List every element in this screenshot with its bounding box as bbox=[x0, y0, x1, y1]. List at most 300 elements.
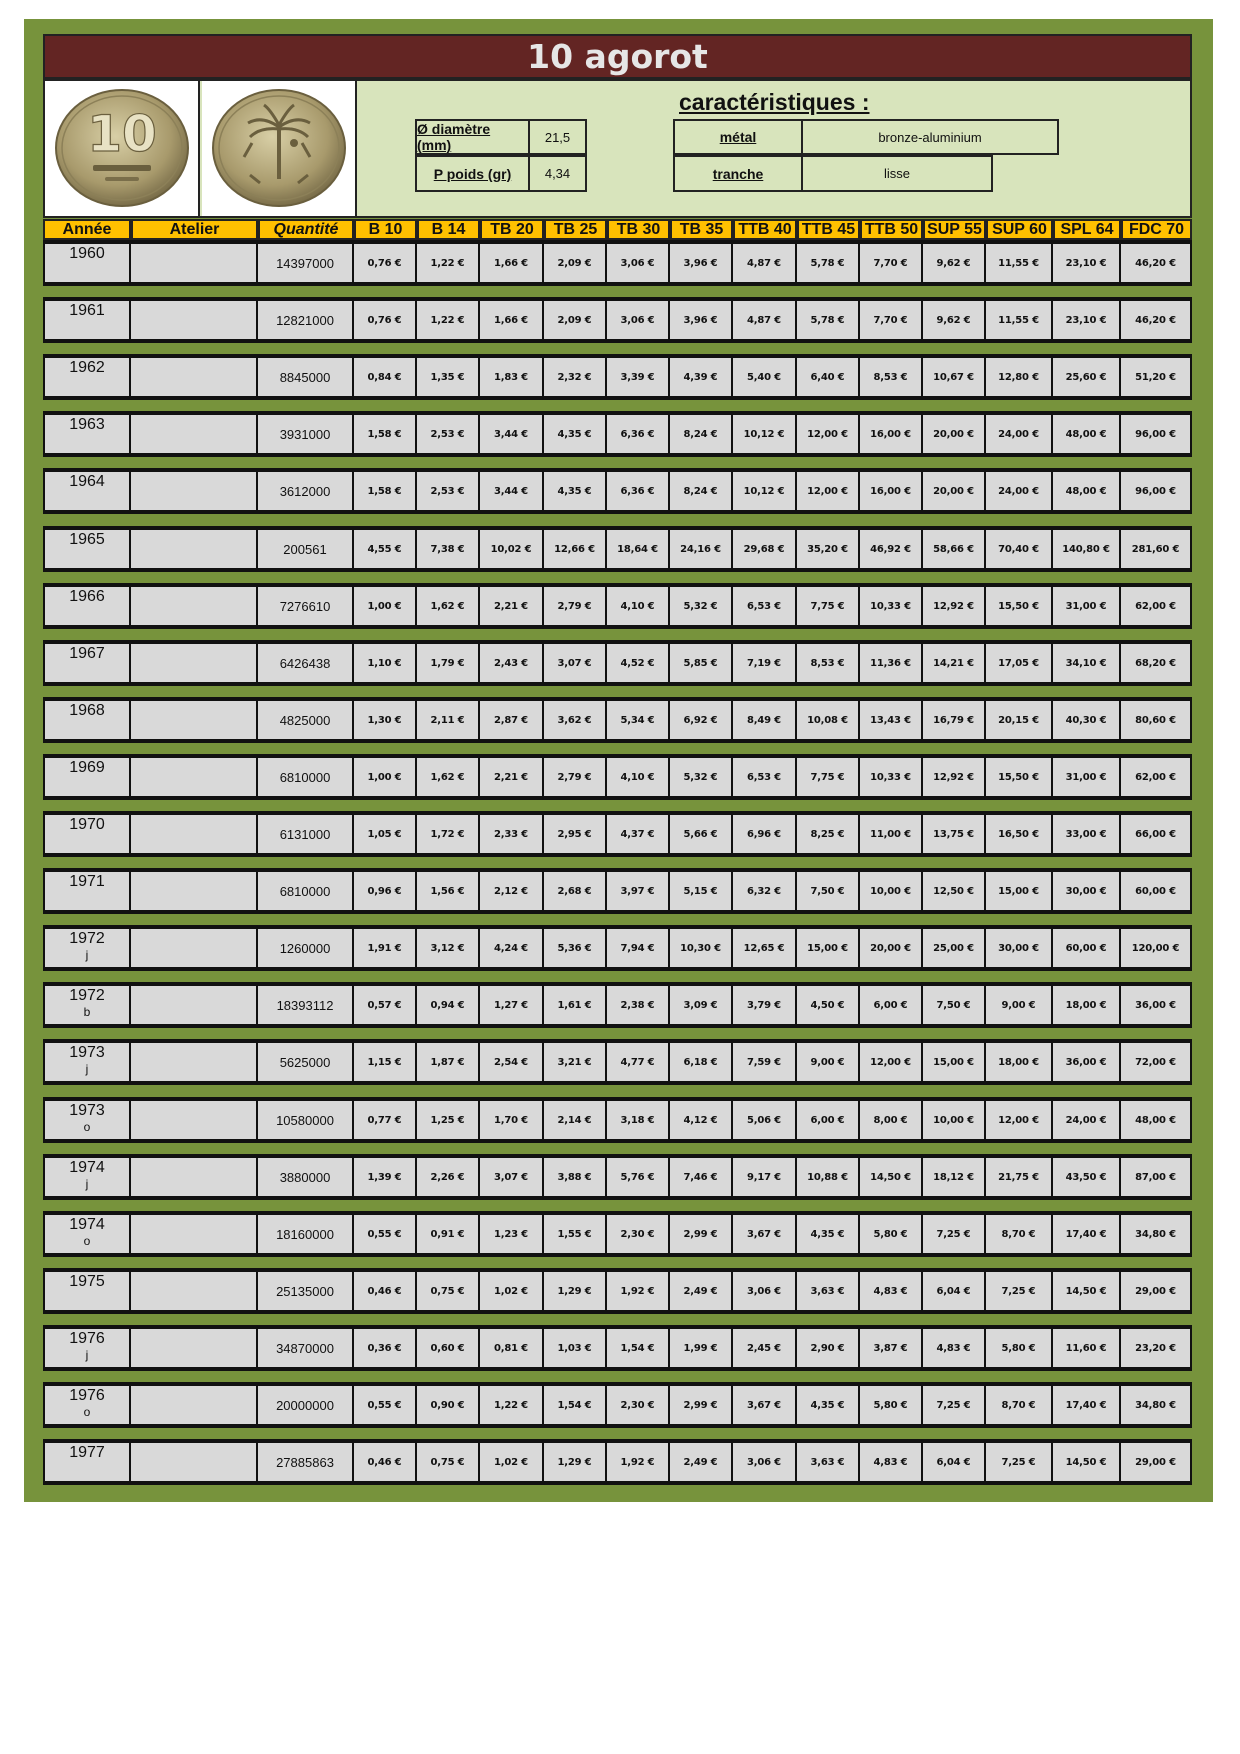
year-cell bbox=[45, 301, 131, 339]
price-cell: 4,52 € bbox=[607, 644, 670, 682]
atelier-cell bbox=[131, 1329, 258, 1367]
price-cell: 7,50 € bbox=[797, 872, 860, 910]
characteristics-title: caractéristiques : bbox=[679, 89, 870, 115]
weight-label: P poids (gr) bbox=[417, 157, 530, 190]
price-cell: 8,70 € bbox=[986, 1215, 1053, 1253]
price-cell: 1,70 € bbox=[480, 1101, 544, 1139]
price-cell: 5,32 € bbox=[670, 587, 733, 625]
table-row bbox=[43, 297, 1192, 343]
price-cell: 16,50 € bbox=[986, 815, 1053, 853]
price-cell: 10,12 € bbox=[733, 415, 797, 453]
year-value: 1962 bbox=[69, 359, 105, 376]
price-cell: 5,34 € bbox=[607, 701, 670, 739]
price-cell: 10,12 € bbox=[733, 472, 797, 510]
price-cell: 0,81 € bbox=[480, 1329, 544, 1367]
price-cell: 1,00 € bbox=[354, 587, 417, 625]
price-cell: 1,29 € bbox=[544, 1272, 607, 1310]
year-cell bbox=[45, 530, 131, 568]
price-cell: 3,09 € bbox=[670, 986, 733, 1024]
price-cell: 46,20 € bbox=[1121, 244, 1190, 282]
atelier-cell bbox=[131, 701, 258, 739]
price-cell: 5,78 € bbox=[797, 301, 860, 339]
price-cell: 40,30 € bbox=[1053, 701, 1121, 739]
price-cell: 5,15 € bbox=[670, 872, 733, 910]
price-cell: 1,58 € bbox=[354, 472, 417, 510]
price-cell: 3,06 € bbox=[733, 1443, 797, 1481]
price-cell: 2,95 € bbox=[544, 815, 607, 853]
price-cell: 0,75 € bbox=[417, 1443, 480, 1481]
price-cell: 4,12 € bbox=[670, 1101, 733, 1139]
page-title: 10 agorot bbox=[43, 34, 1192, 79]
price-cell: 13,43 € bbox=[860, 701, 923, 739]
price-cell: 7,94 € bbox=[607, 929, 670, 967]
price-cell: 0,91 € bbox=[417, 1215, 480, 1253]
price-cell: 0,96 € bbox=[354, 872, 417, 910]
quantity-cell: 25135000 bbox=[258, 1272, 354, 1310]
quantity-cell: 6426438 bbox=[258, 644, 354, 682]
price-cell: 1,05 € bbox=[354, 815, 417, 853]
price-cell: 0,94 € bbox=[417, 986, 480, 1024]
price-cell: 12,00 € bbox=[797, 415, 860, 453]
column-header: TTB 40 bbox=[733, 219, 797, 240]
price-cell: 15,00 € bbox=[986, 872, 1053, 910]
price-cell: 2,30 € bbox=[607, 1215, 670, 1253]
quantity-cell: 18160000 bbox=[258, 1215, 354, 1253]
price-cell: 7,50 € bbox=[923, 986, 986, 1024]
price-cell: 4,10 € bbox=[607, 758, 670, 796]
price-cell: 1,66 € bbox=[480, 301, 544, 339]
price-cell: 6,40 € bbox=[797, 358, 860, 396]
price-cell: 1,10 € bbox=[354, 644, 417, 682]
price-cell: 12,65 € bbox=[733, 929, 797, 967]
price-cell: 6,53 € bbox=[733, 587, 797, 625]
price-cell: 96,00 € bbox=[1121, 472, 1190, 510]
year-value: 1972 bbox=[69, 987, 105, 1004]
price-cell: 1,87 € bbox=[417, 1043, 480, 1081]
price-cell: 3,44 € bbox=[480, 472, 544, 510]
column-headers bbox=[43, 219, 1192, 240]
column-header: SUP 60 bbox=[986, 219, 1053, 240]
price-cell: 4,83 € bbox=[923, 1329, 986, 1367]
column-header: TTB 50 bbox=[860, 219, 923, 240]
price-cell: 46,20 € bbox=[1121, 301, 1190, 339]
price-cell: 1,54 € bbox=[607, 1329, 670, 1367]
price-cell: 2,87 € bbox=[480, 701, 544, 739]
price-cell: 9,00 € bbox=[986, 986, 1053, 1024]
metal-spec bbox=[673, 119, 1059, 155]
price-cell: 0,55 € bbox=[354, 1215, 417, 1253]
price-cell: 6,04 € bbox=[923, 1272, 986, 1310]
price-cell: 6,00 € bbox=[860, 986, 923, 1024]
price-cell: 2,21 € bbox=[480, 587, 544, 625]
price-cell: 12,00 € bbox=[986, 1101, 1053, 1139]
price-cell: 2,99 € bbox=[670, 1215, 733, 1253]
price-cell: 2,30 € bbox=[607, 1386, 670, 1424]
table-row bbox=[43, 526, 1192, 572]
table-row bbox=[43, 754, 1192, 800]
column-header: Quantité bbox=[258, 219, 354, 240]
price-cell: 4,83 € bbox=[860, 1272, 923, 1310]
price-cell: 5,76 € bbox=[607, 1158, 670, 1196]
price-cell: 60,00 € bbox=[1121, 872, 1190, 910]
price-cell: 0,77 € bbox=[354, 1101, 417, 1139]
atelier-cell bbox=[131, 1158, 258, 1196]
price-cell: 3,39 € bbox=[607, 358, 670, 396]
price-cell: 3,12 € bbox=[417, 929, 480, 967]
price-cell: 6,36 € bbox=[607, 472, 670, 510]
atelier-cell bbox=[131, 244, 258, 282]
price-cell: 18,64 € bbox=[607, 530, 670, 568]
column-header: Année bbox=[43, 219, 131, 240]
column-header: B 14 bbox=[417, 219, 480, 240]
atelier-cell bbox=[131, 1443, 258, 1481]
year-cell bbox=[45, 872, 131, 910]
year-value: 1963 bbox=[69, 416, 105, 433]
price-cell: 2,32 € bbox=[544, 358, 607, 396]
quantity-cell: 12821000 bbox=[258, 301, 354, 339]
price-cell: 5,36 € bbox=[544, 929, 607, 967]
price-cell: 80,60 € bbox=[1121, 701, 1190, 739]
price-cell: 5,32 € bbox=[670, 758, 733, 796]
price-cell: 16,79 € bbox=[923, 701, 986, 739]
price-cell: 11,00 € bbox=[860, 815, 923, 853]
price-cell: 23,10 € bbox=[1053, 244, 1121, 282]
quantity-cell: 6131000 bbox=[258, 815, 354, 853]
price-cell: 0,55 € bbox=[354, 1386, 417, 1424]
price-cell: 3,18 € bbox=[607, 1101, 670, 1139]
price-cell: 1,62 € bbox=[417, 758, 480, 796]
table-row bbox=[43, 1268, 1192, 1314]
quantity-cell: 7276610 bbox=[258, 587, 354, 625]
column-header: TTB 45 bbox=[797, 219, 860, 240]
characteristics-panel bbox=[43, 79, 1192, 218]
price-cell: 0,75 € bbox=[417, 1272, 480, 1310]
price-cell: 3,63 € bbox=[797, 1443, 860, 1481]
quantity-cell: 3612000 bbox=[258, 472, 354, 510]
price-cell: 14,50 € bbox=[1053, 1272, 1121, 1310]
page-frame bbox=[24, 19, 1213, 1502]
price-cell: 2,54 € bbox=[480, 1043, 544, 1081]
price-cell: 7,70 € bbox=[860, 301, 923, 339]
price-cell: 8,53 € bbox=[860, 358, 923, 396]
atelier-cell bbox=[131, 1043, 258, 1081]
table-row bbox=[43, 1097, 1192, 1143]
price-cell: 3,06 € bbox=[733, 1272, 797, 1310]
price-cell: 1,61 € bbox=[544, 986, 607, 1024]
price-cell: 34,80 € bbox=[1121, 1215, 1190, 1253]
atelier-cell bbox=[131, 815, 258, 853]
year-cell bbox=[45, 986, 131, 1024]
svg-text:10: 10 bbox=[87, 105, 157, 163]
coin-front-icon bbox=[53, 87, 191, 209]
year-cell bbox=[45, 587, 131, 625]
table-row bbox=[43, 868, 1192, 914]
coin-back-image bbox=[202, 81, 357, 216]
quantity-cell: 6810000 bbox=[258, 758, 354, 796]
year-value: 1965 bbox=[69, 531, 105, 548]
price-cell: 1,25 € bbox=[417, 1101, 480, 1139]
price-cell: 1,91 € bbox=[354, 929, 417, 967]
price-cell: 2,79 € bbox=[544, 758, 607, 796]
atelier-cell bbox=[131, 472, 258, 510]
price-cell: 1,27 € bbox=[480, 986, 544, 1024]
price-cell: 8,24 € bbox=[670, 472, 733, 510]
mint-mark: j bbox=[85, 1062, 89, 1076]
price-cell: 12,92 € bbox=[923, 758, 986, 796]
table-row bbox=[43, 1154, 1192, 1200]
price-cell: 20,00 € bbox=[860, 929, 923, 967]
price-cell: 48,00 € bbox=[1053, 415, 1121, 453]
price-cell: 29,00 € bbox=[1121, 1443, 1190, 1481]
price-cell: 51,20 € bbox=[1121, 358, 1190, 396]
table-row bbox=[43, 925, 1192, 971]
mint-mark: j bbox=[85, 948, 89, 962]
price-cell: 2,49 € bbox=[670, 1272, 733, 1310]
price-cell: 9,00 € bbox=[797, 1043, 860, 1081]
price-cell: 24,00 € bbox=[986, 472, 1053, 510]
price-cell: 24,00 € bbox=[986, 415, 1053, 453]
year-value: 1973 bbox=[69, 1102, 105, 1119]
price-cell: 1,99 € bbox=[670, 1329, 733, 1367]
year-cell bbox=[45, 815, 131, 853]
price-cell: 7,19 € bbox=[733, 644, 797, 682]
year-cell bbox=[45, 358, 131, 396]
price-cell: 3,07 € bbox=[544, 644, 607, 682]
price-cell: 12,80 € bbox=[986, 358, 1053, 396]
atelier-cell bbox=[131, 301, 258, 339]
price-cell: 18,00 € bbox=[986, 1043, 1053, 1081]
atelier-cell bbox=[131, 986, 258, 1024]
atelier-cell bbox=[131, 644, 258, 682]
price-cell: 3,96 € bbox=[670, 301, 733, 339]
atelier-cell bbox=[131, 587, 258, 625]
price-cell: 8,70 € bbox=[986, 1386, 1053, 1424]
quantity-cell: 3880000 bbox=[258, 1158, 354, 1196]
price-cell: 24,00 € bbox=[1053, 1101, 1121, 1139]
price-cell: 6,36 € bbox=[607, 415, 670, 453]
column-header: TB 25 bbox=[544, 219, 607, 240]
price-cell: 15,00 € bbox=[923, 1043, 986, 1081]
price-cell: 3,67 € bbox=[733, 1386, 797, 1424]
price-cell: 5,80 € bbox=[860, 1215, 923, 1253]
price-cell: 9,62 € bbox=[923, 244, 986, 282]
price-cell: 2,09 € bbox=[544, 244, 607, 282]
price-cell: 10,30 € bbox=[670, 929, 733, 967]
price-cell: 4,10 € bbox=[607, 587, 670, 625]
column-header: Atelier bbox=[131, 219, 258, 240]
price-cell: 0,46 € bbox=[354, 1443, 417, 1481]
price-cell: 2,14 € bbox=[544, 1101, 607, 1139]
price-cell: 1,72 € bbox=[417, 815, 480, 853]
year-value: 1974 bbox=[69, 1159, 105, 1176]
price-cell: 10,08 € bbox=[797, 701, 860, 739]
price-cell: 12,50 € bbox=[923, 872, 986, 910]
price-cell: 10,67 € bbox=[923, 358, 986, 396]
diameter-spec bbox=[415, 119, 587, 155]
price-cell: 1,58 € bbox=[354, 415, 417, 453]
price-cell: 2,09 € bbox=[544, 301, 607, 339]
price-cell: 4,77 € bbox=[607, 1043, 670, 1081]
price-cell: 33,00 € bbox=[1053, 815, 1121, 853]
price-cell: 1,29 € bbox=[544, 1443, 607, 1481]
table-row bbox=[43, 982, 1192, 1028]
price-cell: 3,06 € bbox=[607, 244, 670, 282]
price-cell: 7,70 € bbox=[860, 244, 923, 282]
price-cell: 7,25 € bbox=[923, 1215, 986, 1253]
price-cell: 2,68 € bbox=[544, 872, 607, 910]
price-cell: 11,55 € bbox=[986, 244, 1053, 282]
price-cell: 15,50 € bbox=[986, 758, 1053, 796]
year-cell bbox=[45, 472, 131, 510]
table-row bbox=[43, 1211, 1192, 1257]
price-cell: 0,76 € bbox=[354, 244, 417, 282]
price-cell: 0,57 € bbox=[354, 986, 417, 1024]
price-cell: 12,00 € bbox=[860, 1043, 923, 1081]
price-cell: 3,67 € bbox=[733, 1215, 797, 1253]
year-value: 1974 bbox=[69, 1216, 105, 1233]
price-cell: 140,80 € bbox=[1053, 530, 1121, 568]
price-cell: 7,25 € bbox=[986, 1272, 1053, 1310]
price-cell: 6,32 € bbox=[733, 872, 797, 910]
mint-mark: b bbox=[83, 1005, 91, 1019]
price-cell: 1,54 € bbox=[544, 1386, 607, 1424]
quantity-cell: 6810000 bbox=[258, 872, 354, 910]
price-cell: 8,00 € bbox=[860, 1101, 923, 1139]
quantity-cell: 18393112 bbox=[258, 986, 354, 1024]
price-cell: 10,00 € bbox=[923, 1101, 986, 1139]
price-cell: 281,60 € bbox=[1121, 530, 1190, 568]
price-cell: 5,78 € bbox=[797, 244, 860, 282]
price-cell: 10,33 € bbox=[860, 587, 923, 625]
price-cell: 72,00 € bbox=[1121, 1043, 1190, 1081]
price-cell: 2,79 € bbox=[544, 587, 607, 625]
price-cell: 3,88 € bbox=[544, 1158, 607, 1196]
price-cell: 66,00 € bbox=[1121, 815, 1190, 853]
price-cell: 17,05 € bbox=[986, 644, 1053, 682]
year-value: 1977 bbox=[69, 1444, 105, 1461]
price-cell: 3,87 € bbox=[860, 1329, 923, 1367]
price-cell: 0,84 € bbox=[354, 358, 417, 396]
price-cell: 2,49 € bbox=[670, 1443, 733, 1481]
price-cell: 29,00 € bbox=[1121, 1272, 1190, 1310]
year-cell bbox=[45, 415, 131, 453]
price-cell: 1,66 € bbox=[480, 244, 544, 282]
price-cell: 2,53 € bbox=[417, 415, 480, 453]
year-cell bbox=[45, 1443, 131, 1481]
price-cell: 3,79 € bbox=[733, 986, 797, 1024]
price-cell: 5,40 € bbox=[733, 358, 797, 396]
price-cell: 18,00 € bbox=[1053, 986, 1121, 1024]
quantity-cell: 27885863 bbox=[258, 1443, 354, 1481]
atelier-cell bbox=[131, 758, 258, 796]
column-header: B 10 bbox=[354, 219, 417, 240]
metal-value: bronze-aluminium bbox=[878, 129, 982, 145]
price-cell: 11,55 € bbox=[986, 301, 1053, 339]
price-cell: 6,18 € bbox=[670, 1043, 733, 1081]
table-row bbox=[43, 1039, 1192, 1085]
price-cell: 10,33 € bbox=[860, 758, 923, 796]
price-cell: 4,24 € bbox=[480, 929, 544, 967]
price-cell: 1,83 € bbox=[480, 358, 544, 396]
price-cell: 14,50 € bbox=[860, 1158, 923, 1196]
price-cell: 2,45 € bbox=[733, 1329, 797, 1367]
price-cell: 2,43 € bbox=[480, 644, 544, 682]
year-value: 1976 bbox=[69, 1330, 105, 1347]
price-cell: 1,00 € bbox=[354, 758, 417, 796]
quantity-cell: 1260000 bbox=[258, 929, 354, 967]
price-cell: 34,10 € bbox=[1053, 644, 1121, 682]
year-value: 1970 bbox=[69, 816, 105, 833]
price-cell: 96,00 € bbox=[1121, 415, 1190, 453]
edge-spec bbox=[673, 155, 993, 192]
price-cell: 35,20 € bbox=[797, 530, 860, 568]
price-cell: 1,92 € bbox=[607, 1443, 670, 1481]
year-cell bbox=[45, 1272, 131, 1310]
price-cell: 15,50 € bbox=[986, 587, 1053, 625]
price-cell: 31,00 € bbox=[1053, 758, 1121, 796]
column-header: SUP 55 bbox=[923, 219, 986, 240]
atelier-cell bbox=[131, 415, 258, 453]
price-cell: 10,02 € bbox=[480, 530, 544, 568]
price-cell: 68,20 € bbox=[1121, 644, 1190, 682]
price-cell: 24,16 € bbox=[670, 530, 733, 568]
price-cell: 3,62 € bbox=[544, 701, 607, 739]
price-cell: 14,21 € bbox=[923, 644, 986, 682]
quantity-cell: 200561 bbox=[258, 530, 354, 568]
price-cell: 0,46 € bbox=[354, 1272, 417, 1310]
price-cell: 60,00 € bbox=[1053, 929, 1121, 967]
year-cell bbox=[45, 1329, 131, 1367]
price-cell: 10,00 € bbox=[860, 872, 923, 910]
year-value: 1968 bbox=[69, 702, 105, 719]
atelier-cell bbox=[131, 1215, 258, 1253]
metal-label: métal bbox=[675, 121, 803, 153]
price-cell: 1,02 € bbox=[480, 1272, 544, 1310]
column-header: TB 35 bbox=[670, 219, 733, 240]
price-cell: 1,02 € bbox=[480, 1443, 544, 1481]
price-cell: 25,60 € bbox=[1053, 358, 1121, 396]
price-cell: 3,96 € bbox=[670, 244, 733, 282]
price-cell: 18,12 € bbox=[923, 1158, 986, 1196]
price-cell: 4,37 € bbox=[607, 815, 670, 853]
price-cell: 58,66 € bbox=[923, 530, 986, 568]
price-cell: 1,62 € bbox=[417, 587, 480, 625]
price-cell: 29,68 € bbox=[733, 530, 797, 568]
price-cell: 31,00 € bbox=[1053, 587, 1121, 625]
column-header: SPL 64 bbox=[1053, 219, 1121, 240]
price-cell: 30,00 € bbox=[986, 929, 1053, 967]
diameter-value: 21,5 bbox=[544, 129, 571, 145]
price-cell: 12,66 € bbox=[544, 530, 607, 568]
price-cell: 13,75 € bbox=[923, 815, 986, 853]
price-cell: 5,80 € bbox=[860, 1386, 923, 1424]
quantity-cell: 5625000 bbox=[258, 1043, 354, 1081]
mint-mark: o bbox=[83, 1234, 91, 1248]
price-cell: 120,00 € bbox=[1121, 929, 1190, 967]
price-cell: 34,80 € bbox=[1121, 1386, 1190, 1424]
year-value: 1967 bbox=[69, 645, 105, 662]
price-cell: 0,36 € bbox=[354, 1329, 417, 1367]
table-row bbox=[43, 697, 1192, 743]
price-cell: 2,12 € bbox=[480, 872, 544, 910]
price-cell: 46,92 € bbox=[860, 530, 923, 568]
price-cell: 1,15 € bbox=[354, 1043, 417, 1081]
price-cell: 0,90 € bbox=[417, 1386, 480, 1424]
price-cell: 5,66 € bbox=[670, 815, 733, 853]
price-cell: 7,25 € bbox=[923, 1386, 986, 1424]
price-cell: 1,03 € bbox=[544, 1329, 607, 1367]
price-cell: 2,53 € bbox=[417, 472, 480, 510]
